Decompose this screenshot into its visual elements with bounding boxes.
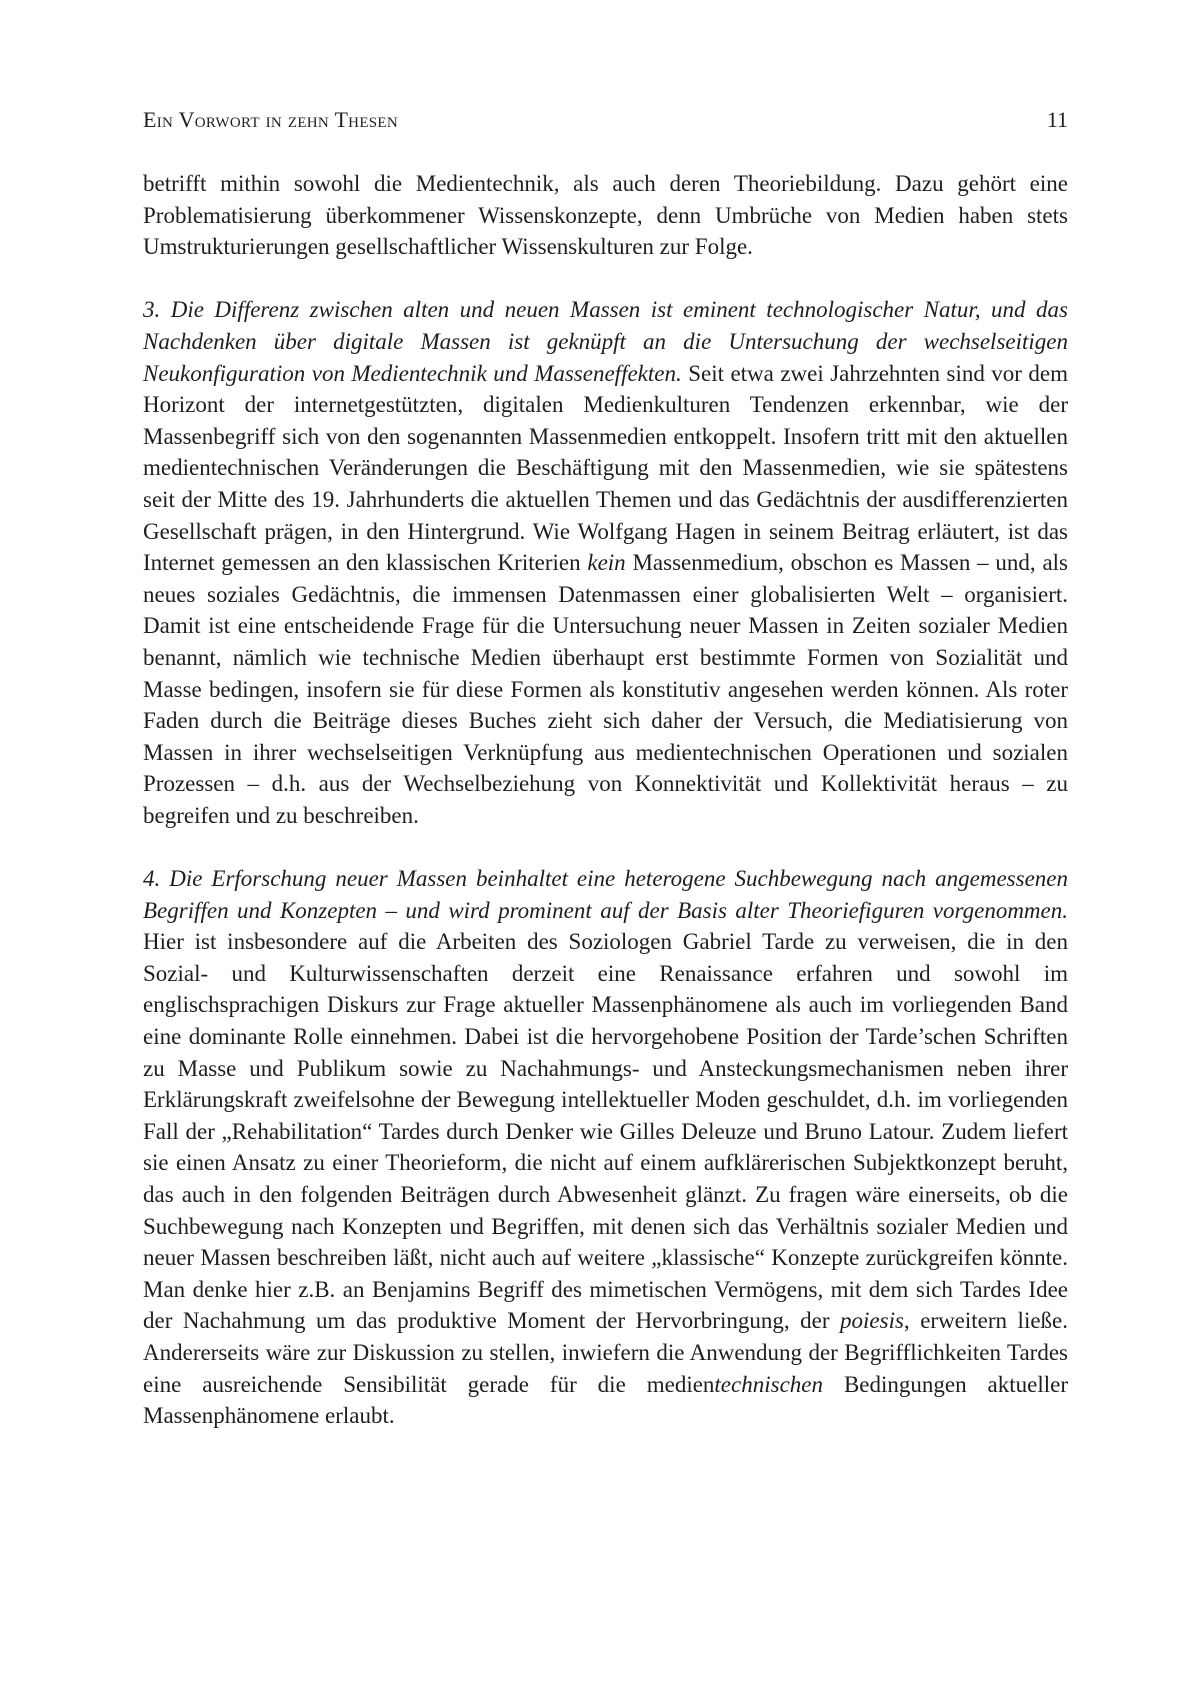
paragraph-thesis-4: [143, 863, 1068, 1432]
emphasis-poiesis: poiesis: [840, 1308, 904, 1334]
emphasis-kein: kein: [587, 550, 626, 576]
body-text: [143, 168, 1068, 1463]
thesis-4-statement: 4. Die Erforschung neuer Massen beinhaltet eine heterogene Suchbewegung nach angemessenen Begriffen und Konzepten – und wird prominent auf der Basis alter Theoriefiguren vorgenommen.: [143, 866, 1068, 923]
running-title: Ein Vorwort in zehn Thesen: [143, 107, 399, 132]
text-run: Bedingungen aktueller Massenphänomene erlaubt.: [143, 1371, 1068, 1429]
text-run: Massenmedium, obschon es Massen – und, als neues soziales Gedächtnis, die immensen Datenmassen einer globalisierten Welt – organisiert. Damit ist eine entscheidende Frage für die Untersuchung neuer Massen in Zeiten sozialer Medien benannt, nämlich wie technische Medien überhaupt erst bestimmte Formen von Sozialität und Masse bedingen, insofern sie für diese Formen als konstitutiv angesehen werden können. Als roter Faden durch die Beiträge dieses Buches zieht sich daher der Versuch, die Mediatisierung von Massen in ihrer wechselseitigen Verknüpfung aus medientechnischen Operationen und sozialen Prozessen – d.h. aus der Wechselbeziehung von Konnektivität und Kollektivität heraus – zu begreifen und zu beschreiben.: [143, 550, 1068, 828]
paragraph-continuation: [143, 168, 1068, 263]
thesis-3-statement: 3. Die Differenz zwischen alten und neuen Massen ist eminent technologischer Natur, und das Nachdenken über digitale Massen ist geknüpft an die Untersuchung der wechselseitigen Neukonfiguration von Medientechnik und Masseneffekten.: [143, 297, 1068, 386]
page-number: 11: [1046, 107, 1068, 132]
text-run: betrifft mithin sowohl die Medientechnik, als auch deren Theoriebildung. Dazu gehört eine Problematisierung überkommener Wissenskonzepte, denn Umbrüche von Medien haben stets Umstrukturierungen gesellschaftlicher Wissenskulturen zur Folge.: [143, 171, 1068, 260]
running-header: [143, 106, 1068, 134]
paragraph-thesis-3: [143, 294, 1068, 831]
text-run: , erweitern ließe. Andererseits wäre zur Diskussion zu stellen, inwiefern die Anwendung der Begrifflichkeiten Tardes eine ausreichende Sensibilität gerade für die medien: [143, 1308, 1069, 1397]
text-run: Seit etwa zwei Jahrzehnten sind vor dem Horizont der internetgestützten, digitalen Medienkulturen Tendenzen erkennbar, wie der Massenbegriff sich von den sogenannten Massenmedien entkoppelt. Insofern tritt mit den aktuellen medientechnischen Veränderungen die Beschäftigung mit den Massenmedien, wie sie spätestens seit der Mitte des 19. Jahrhunderts die aktuellen Themen und das Gedächtnis der ausdifferenzierten Gesellschaft prägen, in den Hintergrund. Wie Wolfgang Hagen in seinem Beitrag erläutert, ist das Internet gemessen an den klassischen Kriterien: [143, 360, 1069, 576]
emphasis-technischen: technischen: [714, 1371, 823, 1397]
text-run: Hier ist insbesondere auf die Arbeiten des Soziologen Gabriel Tarde zu verweisen, die in den Sozial- und Kulturwissenschaften derzeit eine Renaissance erfahren und sowohl im englischsprachigen Diskurs zur Frage aktueller Massenphänomene als auch im vorliegenden Band eine dominante Rolle einnehmen. Dabei ist die hervorgehobene Position der Tarde’schen Schriften zu Masse und Publikum sowie zu Nachahmungs- und Ansteckungsmechanismen neben ihrer Erklärungskraft zweifelsohne der Bewegung intellektueller Moden geschuldet, d.h. im vorliegenden Fall der „Rehabilitation“ Tardes durch Denker wie Gilles Deleuze und Bruno Latour. Zudem liefert sie einen Ansatz zu einer Theorieform, die nicht auf einem aufklärerischen Subjektkonzept beruht, das auch in den folgenden Beiträgen durch Abwesenheit glänzt. Zu fragen wäre einerseits, ob die Suchbewegung nach Konzepten und Begriffen, mit denen sich das Verhältnis sozialer Medien und neuer Massen beschreiben läßt, nicht auch auf weitere „klassische“ Konzepte zurückgreifen könnte. Man denke hier z.B. an Benjamins Begriff des mimetischen Vermögens, mit dem sich Tardes Idee der Nachahmung um das produktive Moment der Hervorbringung, der: [143, 929, 1068, 1334]
